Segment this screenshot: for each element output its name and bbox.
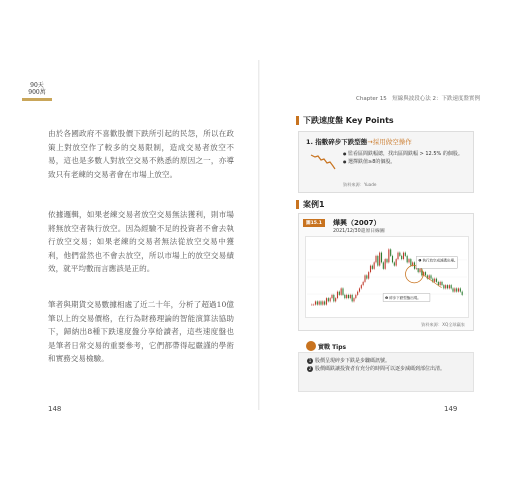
candle	[337, 292, 338, 299]
candle	[403, 253, 404, 260]
candle	[383, 262, 384, 269]
tips-box	[298, 352, 474, 392]
candle	[372, 266, 373, 269]
candle	[359, 288, 360, 291]
candle	[458, 288, 459, 291]
tips-item-text: 股價碼跌讓投資者有充分的時間可以逐步減碼到部位出清。	[315, 366, 446, 372]
candle	[328, 298, 329, 301]
candle	[454, 288, 455, 291]
book-logo	[22, 82, 52, 108]
candle	[408, 259, 409, 262]
candle	[460, 288, 461, 291]
candle	[397, 253, 398, 260]
candle	[377, 256, 378, 266]
candle	[396, 259, 397, 266]
tips-item-text: 股價呈現碎步下跌是步驟碼訊號。	[315, 358, 391, 364]
candle	[333, 295, 334, 302]
candle	[326, 298, 327, 305]
figure-label: 圖15.1	[303, 219, 325, 227]
key-point-item-highlight: →採用做空操作	[367, 138, 412, 146]
logo-line-1: 90天	[30, 82, 44, 89]
candle	[390, 249, 391, 256]
candle	[335, 298, 336, 301]
candle	[451, 285, 452, 288]
key-points-box	[298, 131, 474, 193]
candle	[320, 301, 321, 304]
candle	[330, 298, 331, 301]
candle	[346, 295, 347, 298]
candle	[443, 285, 444, 288]
candle	[410, 259, 411, 266]
candle	[399, 253, 400, 256]
candle	[434, 279, 435, 282]
candle	[374, 262, 375, 269]
candle	[375, 256, 376, 263]
logo-bar	[22, 98, 52, 101]
candle	[361, 285, 362, 288]
annotation-arrow	[422, 274, 442, 288]
candle	[353, 298, 354, 301]
candle	[344, 295, 345, 298]
key-point-bullets	[343, 150, 471, 166]
tips-item-number: 2	[308, 366, 312, 371]
candle	[355, 295, 356, 298]
key-point-item-title	[306, 137, 412, 146]
stock-name: 燁興（2007）	[333, 219, 381, 227]
key-points-source: 資料來源：Yuade	[343, 182, 377, 187]
annotation-text-1: ❶ 執行放空成減碼出場。	[418, 258, 458, 263]
candle	[322, 301, 323, 304]
candle	[368, 272, 369, 279]
tips-item	[307, 357, 469, 365]
paragraph-2: 依據邏輯，如果老練交易者放空交易無法獲利，則市場將無放空者執行放空。因為經驗不足的投資者不會去執行放空交易；如果老練的交易者無法從放空交易中獲利，他們當然也不會去放空，所以市場上的放空交易績效，就平均數而言應該是正的。	[48, 210, 234, 273]
tips-item-number: 1	[308, 358, 312, 363]
chart-subtitle: 2021/12/30還原日線圖	[333, 229, 385, 234]
candle	[429, 275, 430, 278]
candle	[341, 288, 342, 295]
logo-line-2: 900萬	[28, 89, 46, 96]
candle	[379, 253, 380, 266]
page-number-left: 148	[48, 405, 62, 413]
case-source: 資料來源：XQ全球贏家	[421, 322, 465, 327]
candle	[388, 249, 389, 262]
lightbulb-icon	[306, 341, 316, 351]
tips-list	[307, 357, 469, 373]
candle	[313, 305, 314, 306]
candle	[405, 253, 406, 256]
paragraph-1: 由於各國政府不喜歡股價下跌所引起的民怨，所以在政策上對放空作了較多的交易限制，造成交易者放空不易，這也是多數人對放空交易不熟悉的原因之一，亦導致只有老練的交易者會在市場上放空。	[48, 129, 234, 179]
candle	[315, 301, 316, 304]
case-figure-box	[298, 213, 474, 331]
candle	[370, 266, 371, 273]
candle	[419, 269, 420, 272]
candle	[348, 295, 349, 298]
candle	[331, 295, 332, 298]
candle	[407, 256, 408, 263]
key-point-bullet: ● 選擇跌值≥8的個股。	[343, 158, 471, 166]
candle	[363, 282, 364, 285]
candle	[449, 285, 450, 288]
candle	[385, 259, 386, 269]
candle	[394, 262, 395, 265]
candle	[317, 301, 318, 304]
candle	[319, 301, 320, 304]
candle	[425, 272, 426, 275]
candle	[350, 295, 351, 298]
candle	[430, 275, 431, 278]
candle	[324, 301, 325, 304]
paragraph-3: 筆者與期貨交易數據相處了近二十年，分析了超過10億筆以上的交易價格，在行為財務理論的智能演算法協助下，歸納出8種下跌速度盤分享給讀者，這些速度盤也是筆者日常交易的重要參考，它們都帶得起嚴謹的學術和實務交易檢驗。	[48, 300, 234, 363]
candle	[440, 282, 441, 285]
candle	[392, 256, 393, 263]
chapter-header: Chapter 15 短線與波段心法 2：下跌速度盤實例	[356, 96, 480, 102]
tips-item	[307, 365, 469, 373]
candle	[339, 292, 340, 295]
candle	[357, 292, 358, 295]
case-title: 案例1	[296, 200, 325, 209]
candle	[381, 253, 382, 263]
candle	[438, 282, 439, 285]
candle	[445, 285, 446, 288]
candle	[342, 288, 343, 295]
book-gutter	[258, 60, 260, 410]
candle	[401, 256, 402, 259]
candle	[366, 275, 367, 278]
key-point-bullet: ● 監看區間跌幅總，找出區間跌幅 > 12.5% 的個股。	[343, 150, 471, 158]
page-number-right: 149	[444, 405, 458, 413]
candle	[447, 285, 448, 288]
candle	[352, 295, 353, 302]
candle	[441, 282, 442, 285]
candle	[456, 288, 457, 291]
key-point-item-prefix: 1. 指數碎步下跌型態	[306, 138, 368, 146]
tips-label: 實戰 Tips	[318, 344, 347, 351]
downtrend-icon	[309, 152, 337, 172]
candle	[452, 288, 453, 291]
candlestick-chart	[305, 236, 469, 318]
annotation-text-2: ❷ 碎步下跌型態出現。	[385, 295, 421, 300]
candle	[436, 279, 437, 282]
candle	[364, 275, 365, 282]
candle	[462, 292, 463, 295]
candle	[386, 259, 387, 262]
key-points-title: 下跌速度盤 Key Points	[296, 116, 394, 125]
candle	[311, 305, 312, 306]
